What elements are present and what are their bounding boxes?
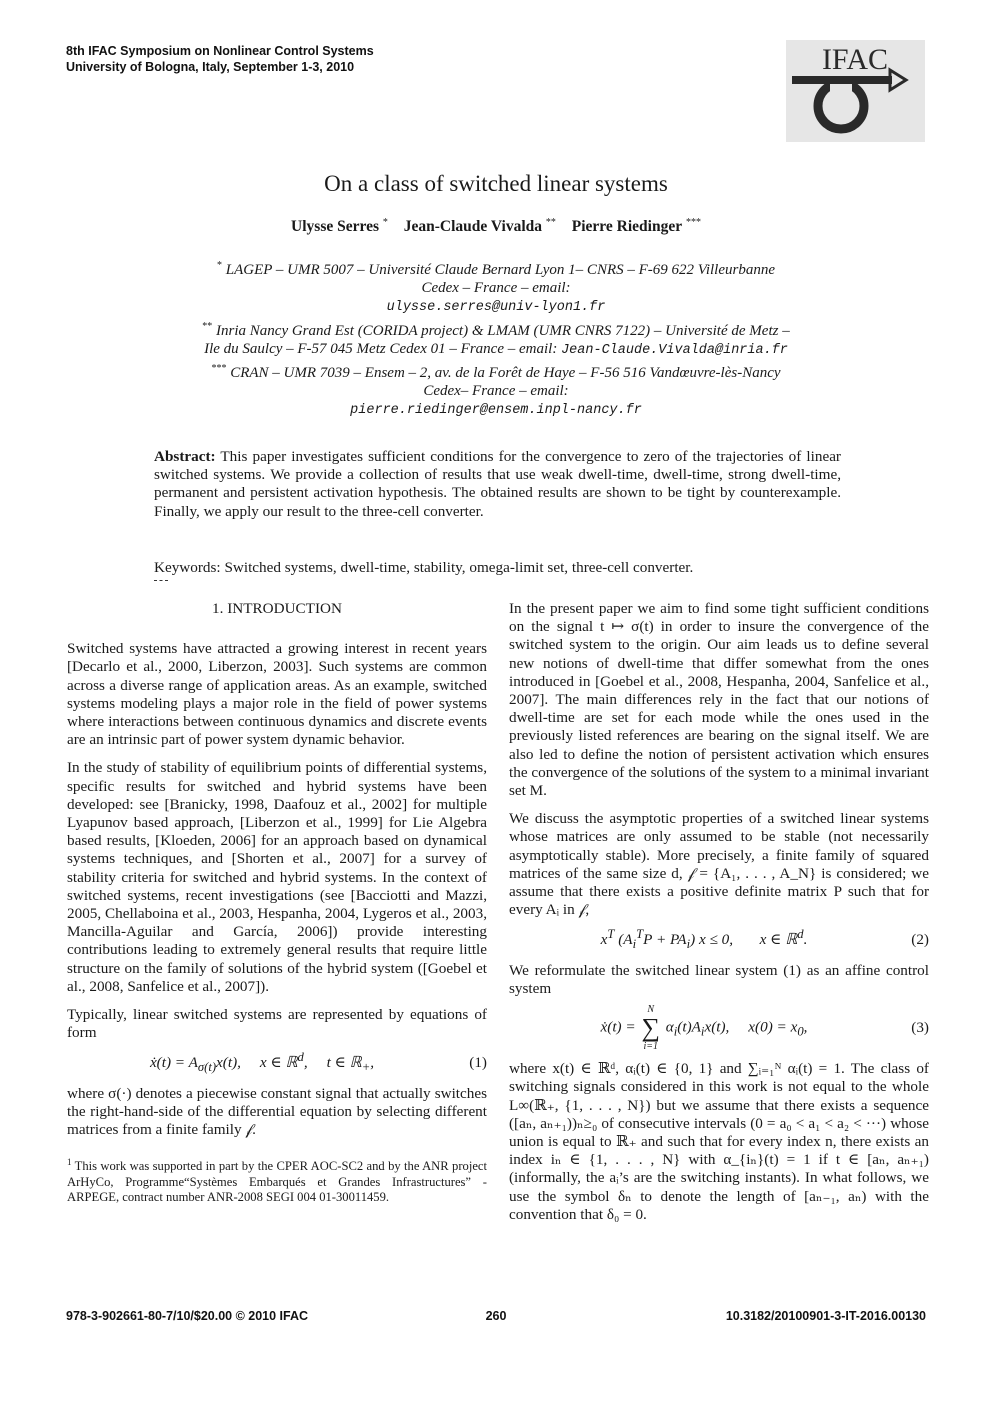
footnote-text: This work was supported in part by the CPER AOC-SC2 and by the ANR project ArHyCo, Programme“Systèmes Embarqués et Grandes Infrastructures” - ARPEGE, contract number ANR-2008 SEGI 004 01-30011459.	[67, 1159, 488, 1205]
abstract-label: Abstract:	[154, 448, 216, 465]
footnote-mark: 1	[67, 1157, 72, 1168]
affiliations	[200, 257, 792, 421]
affiliation-mark: ***	[211, 363, 227, 375]
author-mark: **	[545, 217, 556, 228]
keywords: Keywords: Switched systems, dwell-time, stability, omega-limit set, three-cell converter.	[154, 559, 694, 576]
author-email[interactable]: Jean-Claude.Vivalda@inria.fr	[561, 342, 788, 358]
equation-3: ẋ(t) = N ∑ i=1 $\alpha_i(t)A_ix(t)$, $x(0) = x_0$, (3)	[600, 1004, 929, 1053]
left-column	[67, 600, 487, 1206]
paragraph: Switched systems have attracted a growing interest in recent years [Decarlo et al., 2000, Liberzon, 2003]. Such systems are common across a diverse range of application areas. As an example, switched systems modeling plays a major role in the field of power systems where interactions between continuous dynamics and discrete events are an intrinsic part of power system dynamic behavior.	[67, 640, 487, 749]
right-column	[509, 600, 929, 1234]
conference-name: 8th IFAC Symposium on Nonlinear Control Systems	[66, 44, 374, 58]
author-email[interactable]: ulysse.serres@univ-lyon1.fr	[386, 300, 606, 316]
page-number: 260	[485, 1309, 507, 1323]
affiliation-text: LAGEP – UMR 5007 – Université Claude Bernard Lyon 1– CNRS – F-69 622 Villeurbanne Cedex – France – email:	[225, 262, 775, 297]
equation-number: (1)	[469, 1053, 487, 1071]
affiliation	[200, 360, 792, 421]
paragraph: where σ(·) denotes a piecewise constant signal that actually switches the right-hand-side of the differential equation by selecting different matrices from a finite family 𝒻.	[67, 1084, 487, 1139]
affiliation-text: CRAN – UMR 7039 – Ensem – 2, av. de la Forêt de Haye – F-56 516 Vandœuvre-lès-Nancy Cedex– France – email:	[230, 365, 781, 400]
conference-location: University of Bologna, Italy, September 1-3, 2010	[66, 60, 355, 74]
footnote	[67, 1155, 487, 1205]
abstract-text: This paper investigates sufficient conditions for the convergence to zero of the trajectories of linear switched systems. We provide a collection of results that use weak dwell-time, dwell-time, strong dwell-time, permanent and persistent activation hypothesis. The obtained results are shown to be tight by counterexample. Finally, we apply our result to the three-cell converter.	[154, 448, 841, 520]
ifac-logo	[786, 40, 925, 142]
paragraph: In the study of stability of equilibrium points of differential systems, specific results for switched and hybrid systems have been developed: see [Branicky, 1998, Daafouz et al., 2002] for multiple Lyapunov based approach, [Liberzon et al., 1999] for Lie Algebra based results, [Kloeden, 2006] for an approach based on dynamical systems techniques, and [Shorten et al., 2007] for a survey of stability criteria for switched and hybrid systems. In the context of switched systems, recent investigations (see [Bacciotti and Mazzi, 2005, Chellaboina et al., 2003, Hespanha, 2004, Lygeros et al., 2003, Mancilla-Aguilar and García, 2006]) provide interesting contributions leading to extremely general results that require little structure on the family of solutions of the hybrid system ([Goebel et al., 2008, Sanfelice et al., 2007]).	[67, 759, 487, 995]
equation-number: (2)	[911, 930, 929, 948]
section-heading: 1. INTRODUCTION	[212, 600, 342, 617]
equation-number: (3)	[911, 1019, 929, 1037]
paper-title: On a class of switched linear systems	[324, 171, 668, 196]
affiliation	[200, 318, 792, 360]
divider	[154, 580, 168, 581]
author-list	[0, 217, 992, 236]
author-mark: ***	[685, 217, 701, 228]
paragraph: We reformulate the switched linear system (1) as an affine control system	[509, 961, 929, 997]
paragraph: We discuss the asymptotic properties of a switched linear systems whose matrices are only assumed to be stable (not necessarily asymptotically stable). More precisely, a finite family of squared matrices of the same size d, 𝒻 = {A₁, . . . , A_N} is considered; we assume that there exists a positive definite matrix P such that for every Aᵢ in 𝒻,	[509, 810, 929, 919]
affiliation	[200, 257, 792, 318]
paragraph: Typically, linear switched systems are represented by equations of form	[67, 1006, 487, 1042]
ifac-logo-graphic	[786, 40, 925, 142]
equation-1: ẋ(t) = $A_{\sigma(t)}x(t)$, x ∈ ℝ$^d$, t ∈ ℝ$_+$, (1)	[149, 1050, 487, 1075]
footer-isbn: 978-3-902661-80-7/10/$20.00 © 2010 IFAC	[66, 1309, 309, 1323]
author-name: Pierre Riedinger	[571, 218, 683, 236]
paragraph: where x(t) ∈ ℝᵈ, αᵢ(t) ∈ {0, 1} and ∑ᵢ₌₁ᴺ αᵢ(t) = 1. The class of switching signals considered in this work is not equal to the whole L∞(ℝ₊, {1, . . . , N}) but we assume that there exists a sequence ([aₙ, aₙ₊₁))ₙ≥₀ of consecutive intervals (0 = a₀ < a₁ < a₂ < ···) whose union is equal to ℝ₊ and such that for every index n, there exists an index iₙ ∈ {1, . . . , N} with α_{iₙ}(t) = 1 if t ∈ [aₙ, aₙ₊₁) (informally, the aᵢ’s are the switching instants). In what follows, we use the symbol δₙ to denote the length of [aₙ₋₁, aₙ) with the convention that δ₀ = 0.	[509, 1060, 929, 1223]
abstract	[154, 448, 841, 521]
author-mark: *	[382, 217, 388, 228]
affiliation-text: Inria Nancy Grand Est (CORIDA project) & LMAM (UMR CNRS 7122) – Université de Metz – Ile du Saulcy – F-57 045 Metz Cedex 01 – France – email:	[204, 322, 790, 357]
paragraph: In the present paper we aim to find some tight sufficient conditions on the signal t ↦ σ(t) in order to insure the convergence of the switched system to the origin. Our aim leads us to define several new notions of dwell-time that differ somewhat from the ones introduced in [Goebel et al., 2008, Hespanha, 2004, Sanfelice et al., 2007]. The main differences rely in the fact that our notions of dwell-time are set for each mode while the ones used in the previously listed references are bearing on the signal itself. We are also led to define the notion of persistent activation which ensures the convergence of the solutions of the system to a minimal invariant set M.	[509, 600, 929, 800]
ifac-logo-text: IFAC	[821, 43, 889, 76]
conference-header	[66, 43, 374, 75]
equation-2: $x^T$ $(A_i^TP + PA_i) x \le 0$, x ∈ ℝ$^d$. (2)	[600, 927, 929, 952]
affiliation-mark: *	[217, 260, 222, 271]
author-name: Jean-Claude Vivalda	[403, 218, 542, 236]
footer-doi: 10.3182/20100901-3-IT-2016.00130	[725, 1309, 926, 1323]
affiliation-mark: **	[202, 320, 213, 332]
author-email[interactable]: pierre.riedinger@ensem.inpl-nancy.fr	[350, 403, 642, 419]
author-name: Ulysse Serres	[291, 218, 380, 236]
